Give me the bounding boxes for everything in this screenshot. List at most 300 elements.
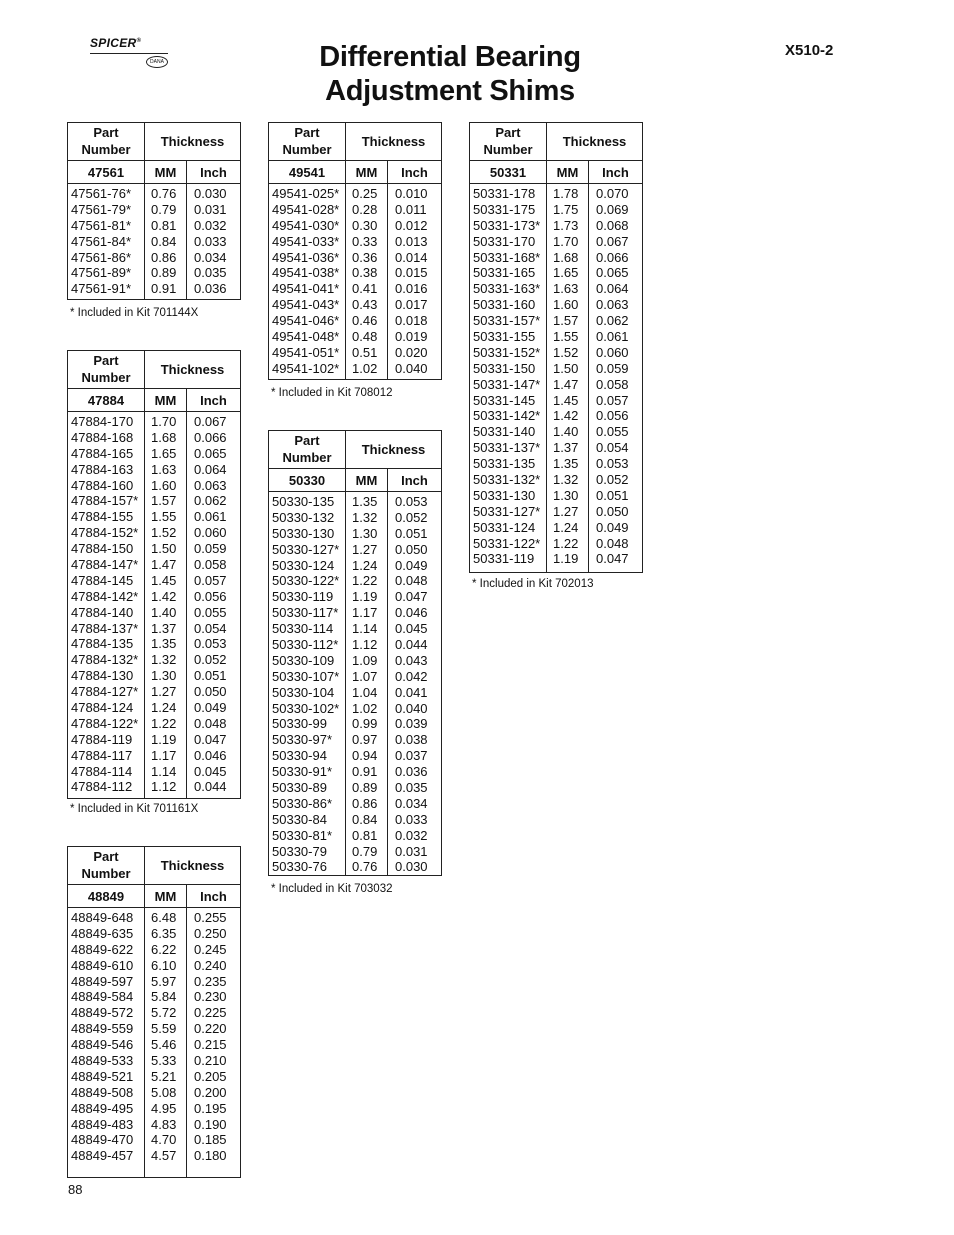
number-label: Number	[81, 142, 131, 157]
part-number-cell: 47884-114	[71, 763, 133, 779]
inch-header: Inch	[401, 164, 428, 180]
brand-name: SPICER®	[90, 36, 142, 50]
part-number-cell: 48849-635	[71, 925, 134, 941]
part-number-cell: 48849-648	[71, 910, 134, 925]
mm-cell: 1.30	[352, 525, 378, 541]
mm-cell: 1.30	[151, 668, 177, 684]
inch-cell: 0.043	[395, 652, 428, 668]
mm-cell: 0.81	[151, 217, 177, 233]
mm-cell: 1.75	[553, 201, 579, 217]
mm-header: MM	[145, 885, 187, 907]
part-number-cell: 50330-114	[272, 621, 334, 637]
part-number-cell: 47884-168	[71, 429, 134, 445]
series-number: 48849	[68, 885, 145, 907]
mm-cell: 0.38	[352, 265, 378, 281]
part-number-cell: 50330-81*	[272, 827, 332, 843]
mm-cell: 5.84	[151, 989, 177, 1005]
inch-cell: 0.250	[194, 925, 227, 941]
inch-cell: 0.069	[596, 201, 629, 217]
inch-cell: 0.051	[596, 487, 629, 503]
part-number-header	[68, 351, 145, 388]
mm-cell: 1.60	[553, 297, 579, 313]
part-number-cell: 47884-117	[71, 747, 133, 763]
mm-cell: 0.30	[352, 217, 378, 233]
inch-cell: 0.048	[395, 573, 428, 589]
inch-cell: 0.053	[596, 456, 629, 472]
mm-cell: 0.99	[352, 716, 378, 732]
part-number-column	[470, 184, 547, 572]
inch-cell: 0.030	[395, 859, 428, 875]
inch-cell: 0.059	[596, 360, 629, 376]
inch-cell: 0.044	[194, 779, 227, 795]
inch-cell: 0.031	[395, 843, 428, 859]
shim-table-48849	[67, 846, 241, 1178]
part-number-cell: 50330-130	[272, 525, 335, 541]
part-number-cell: 47884-142*	[71, 588, 139, 604]
inch-cell: 0.054	[596, 440, 629, 456]
mm-cell: 1.65	[151, 445, 177, 461]
table-subheader-row	[68, 389, 240, 412]
inch-cell: 0.064	[194, 461, 227, 477]
table-header-row	[269, 123, 441, 161]
inch-cell: 0.052	[395, 509, 428, 525]
mm-cell: 1.40	[151, 604, 177, 620]
part-number-cell: 48849-559	[71, 1021, 134, 1037]
series-number: 50331	[470, 161, 547, 183]
mm-cell: 1.27	[352, 541, 378, 557]
mm-cell: 0.51	[352, 344, 378, 360]
part-number-cell: 47561-91*	[71, 281, 131, 297]
number-label: Number	[483, 142, 533, 157]
inch-cell: 0.210	[194, 1053, 227, 1069]
inch-cell: 0.049	[194, 700, 227, 716]
part-number-cell: 47884-163	[71, 461, 134, 477]
inch-cell: 0.038	[395, 732, 428, 748]
mm-column	[346, 492, 388, 875]
thickness-header: Thickness	[160, 858, 225, 873]
inch-cell: 0.050	[194, 684, 227, 700]
part-number-cell: 48849-521	[71, 1068, 134, 1084]
mm-cell: 1.60	[151, 477, 177, 493]
inch-cell: 0.049	[395, 557, 428, 573]
part-number-cell: 50331-178	[473, 186, 536, 201]
inch-cell: 0.061	[194, 509, 227, 525]
table-subheader-row	[470, 161, 642, 184]
inch-column	[187, 908, 240, 1177]
part-number-cell: 49541-038*	[272, 265, 340, 281]
mm-cell: 1.19	[151, 731, 177, 747]
inch-column	[187, 412, 240, 798]
mm-cell: 1.30	[553, 487, 579, 503]
mm-cell: 0.25	[352, 186, 378, 201]
inch-cell: 0.060	[194, 525, 227, 541]
part-number-cell: 47884-152*	[71, 525, 139, 541]
part-number-header	[269, 123, 346, 160]
part-number-cell: 49541-041*	[272, 281, 340, 297]
mm-cell: 0.91	[151, 281, 177, 297]
part-number-header	[68, 123, 145, 160]
mm-cell: 5.21	[151, 1068, 177, 1084]
part-number-cell: 50330-89	[272, 780, 327, 796]
mm-cell: 1.24	[553, 519, 579, 535]
thickness-header: Thickness	[160, 134, 225, 149]
mm-cell: 1.22	[352, 573, 378, 589]
page-number: 88	[68, 1182, 83, 1197]
inch-cell: 0.200	[194, 1084, 227, 1100]
series-number: 50330	[269, 469, 346, 491]
mm-cell: 6.22	[151, 941, 177, 957]
shim-table-50331	[469, 122, 643, 573]
mm-cell: 4.70	[151, 1132, 177, 1148]
part-number-cell: 50330-122*	[272, 573, 340, 589]
inch-cell: 0.033	[395, 811, 428, 827]
inch-cell: 0.225	[194, 1005, 227, 1021]
part-number-cell: 50331-130	[473, 487, 536, 503]
part-number-cell: 50331-124	[473, 519, 536, 535]
part-number-cell: 47884-130	[71, 668, 134, 684]
mm-cell: 1.57	[151, 493, 177, 509]
part-number-cell: 47884-132*	[71, 652, 139, 668]
inch-cell: 0.050	[395, 541, 428, 557]
mm-cell: 1.35	[553, 456, 579, 472]
part-number-cell: 50331-127*	[473, 503, 541, 519]
inch-cell: 0.034	[395, 795, 428, 811]
part-number-cell: 48849-457	[71, 1148, 134, 1164]
mm-cell: 1.55	[553, 329, 579, 345]
inch-cell: 0.230	[194, 989, 227, 1005]
mm-cell: 1.09	[352, 652, 378, 668]
mm-cell: 1.07	[352, 668, 378, 684]
inch-cell: 0.064	[596, 281, 629, 297]
part-number-cell: 47561-76*	[71, 186, 131, 201]
part-number-cell: 50330-91*	[272, 764, 332, 780]
part-number-cell: 50330-107*	[272, 668, 340, 684]
part-label: Part	[495, 125, 521, 140]
part-number-cell: 49541-036*	[272, 249, 340, 265]
thickness-header: Thickness	[361, 442, 426, 457]
mm-cell: 1.14	[151, 763, 177, 779]
part-number-cell: 49541-046*	[272, 313, 340, 329]
mm-cell: 4.57	[151, 1148, 177, 1164]
part-number-cell: 47884-150	[71, 541, 134, 557]
mm-cell: 1.02	[352, 360, 378, 376]
part-number-cell: 50331-157*	[473, 313, 541, 329]
inch-cell: 0.180	[194, 1148, 227, 1164]
mm-cell: 0.76	[151, 186, 177, 201]
inch-cell: 0.070	[596, 186, 629, 201]
mm-header: MM	[346, 161, 388, 183]
inch-cell: 0.055	[596, 424, 629, 440]
part-number-cell: 50331-122*	[473, 535, 541, 551]
part-number-cell: 48849-622	[71, 941, 134, 957]
part-number-cell: 47561-89*	[71, 265, 131, 281]
mm-cell: 1.04	[352, 684, 378, 700]
mm-cell: 0.79	[352, 843, 378, 859]
series-number: 47561	[68, 161, 145, 183]
part-number-cell: 49541-025*	[272, 186, 340, 201]
inch-cell: 0.056	[194, 588, 227, 604]
table-header-row	[68, 123, 240, 161]
inch-cell: 0.055	[194, 604, 227, 620]
part-number-cell: 47561-84*	[71, 233, 131, 249]
part-number-cell: 50330-117*	[272, 605, 339, 621]
title-line-1: Differential Bearing	[319, 41, 581, 73]
part-number-cell: 50330-104	[272, 684, 335, 700]
part-number-cell: 50331-168*	[473, 249, 541, 265]
inch-cell: 0.051	[194, 668, 227, 684]
inch-cell: 0.045	[194, 763, 227, 779]
inch-column	[187, 184, 240, 299]
inch-cell: 0.046	[194, 747, 227, 763]
mm-cell: 1.68	[151, 429, 177, 445]
mm-header: MM	[346, 469, 388, 491]
part-label: Part	[93, 353, 119, 368]
part-number-cell: 50331-165	[473, 265, 536, 281]
shim-table-50330	[268, 430, 442, 876]
inch-cell: 0.047	[596, 551, 629, 567]
part-number-cell: 50331-152*	[473, 344, 541, 360]
number-label: Number	[81, 370, 131, 385]
part-number-cell: 49541-030*	[272, 217, 340, 233]
thickness-header: Thickness	[361, 134, 426, 149]
spicer-logo	[90, 36, 170, 74]
part-number-cell: 47884-127*	[71, 684, 139, 700]
part-number-cell: 48849-572	[71, 1005, 134, 1021]
inch-cell: 0.040	[395, 360, 428, 376]
mm-cell: 1.57	[553, 313, 579, 329]
part-number-cell: 50330-79	[272, 843, 327, 859]
table-subheader-row	[68, 885, 240, 908]
part-label: Part	[93, 125, 119, 140]
mm-cell: 1.35	[151, 636, 177, 652]
inch-cell: 0.010	[395, 186, 428, 201]
mm-cell: 1.68	[553, 249, 579, 265]
inch-cell: 0.057	[596, 392, 629, 408]
part-number-column	[68, 412, 145, 798]
mm-cell: 1.73	[553, 217, 579, 233]
inch-cell: 0.044	[395, 637, 428, 653]
mm-cell: 1.35	[352, 494, 378, 509]
table-header-row	[470, 123, 642, 161]
inch-cell: 0.033	[194, 233, 227, 249]
inch-cell: 0.240	[194, 957, 227, 973]
part-number-cell: 47884-165	[71, 445, 134, 461]
table-body	[68, 908, 240, 1177]
mm-column	[145, 184, 187, 299]
part-number-column	[68, 184, 145, 299]
mm-cell: 1.12	[352, 637, 378, 653]
mm-column	[145, 412, 187, 798]
part-label: Part	[93, 849, 119, 864]
inch-cell: 0.030	[194, 186, 227, 201]
logo-rule	[90, 53, 168, 54]
part-number-cell: 49541-033*	[272, 233, 340, 249]
part-number-cell: 50330-76	[272, 859, 327, 875]
mm-cell: 0.97	[352, 732, 378, 748]
part-number-cell: 50331-173*	[473, 217, 541, 233]
part-number-cell: 49541-102*	[272, 360, 340, 376]
mm-cell: 0.36	[352, 249, 378, 265]
mm-cell: 0.89	[352, 780, 378, 796]
inch-cell: 0.034	[194, 249, 227, 265]
mm-cell: 1.32	[352, 509, 378, 525]
mm-cell: 0.76	[352, 859, 378, 875]
mm-cell: 1.63	[151, 461, 177, 477]
mm-cell: 0.84	[352, 811, 378, 827]
mm-cell: 1.52	[151, 525, 177, 541]
part-number-cell: 47884-140	[71, 604, 134, 620]
part-number-cell: 49541-051*	[272, 344, 340, 360]
table-body	[470, 184, 642, 572]
inch-cell: 0.053	[395, 494, 428, 509]
inch-cell: 0.190	[194, 1116, 227, 1132]
inch-cell: 0.040	[395, 700, 428, 716]
mm-cell: 0.33	[352, 233, 378, 249]
inch-cell: 0.041	[395, 684, 428, 700]
inch-cell: 0.185	[194, 1132, 227, 1148]
part-number-cell: 50331-150	[473, 360, 536, 376]
mm-cell: 5.08	[151, 1084, 177, 1100]
shim-table-49541	[268, 122, 442, 380]
mm-cell: 1.19	[553, 551, 579, 567]
part-number-cell: 50330-119	[272, 589, 334, 605]
part-number-cell: 47884-170	[71, 414, 134, 429]
inch-cell: 0.062	[596, 313, 629, 329]
mm-cell: 0.94	[352, 748, 378, 764]
part-label: Part	[294, 125, 320, 140]
inch-cell: 0.031	[194, 201, 227, 217]
shim-table-47884	[67, 350, 241, 799]
mm-column	[547, 184, 589, 572]
kit-note-50330: * Included in Kit 703032	[271, 883, 393, 895]
mm-cell: 1.02	[352, 700, 378, 716]
inch-cell: 0.067	[194, 414, 227, 429]
kit-note-47884: * Included in Kit 701161X	[70, 803, 199, 815]
inch-cell: 0.014	[395, 249, 428, 265]
inch-cell: 0.053	[194, 636, 227, 652]
thickness-header: Thickness	[160, 362, 225, 377]
inch-cell: 0.045	[395, 621, 428, 637]
mm-cell: 1.19	[352, 589, 378, 605]
mm-cell: 1.22	[553, 535, 579, 551]
mm-cell: 1.24	[151, 700, 177, 716]
inch-cell: 0.051	[395, 525, 428, 541]
part-number-cell: 49541-028*	[272, 201, 340, 217]
inch-cell: 0.012	[395, 217, 428, 233]
inch-header: Inch	[602, 164, 629, 180]
table-header-row	[68, 351, 240, 389]
part-number-cell: 48849-483	[71, 1116, 134, 1132]
table-header-row	[269, 431, 441, 469]
part-number-cell: 50330-127*	[272, 541, 340, 557]
inch-cell: 0.058	[596, 376, 629, 392]
inch-cell: 0.052	[194, 652, 227, 668]
inch-cell: 0.063	[194, 477, 227, 493]
part-number-cell: 47884-160	[71, 477, 134, 493]
part-number-header	[269, 431, 346, 468]
inch-cell: 0.017	[395, 297, 428, 313]
inch-cell: 0.042	[395, 668, 428, 684]
dana-badge-icon: DANA	[146, 56, 168, 68]
inch-column	[388, 492, 441, 875]
part-number-header	[68, 847, 145, 884]
part-number-cell: 50331-142*	[473, 408, 541, 424]
table-subheader-row	[68, 161, 240, 184]
title-line-2: Adjustment Shims	[325, 75, 575, 107]
mm-cell: 1.14	[352, 621, 378, 637]
mm-cell: 0.48	[352, 329, 378, 345]
inch-cell: 0.032	[395, 827, 428, 843]
inch-cell: 0.068	[596, 217, 629, 233]
mm-cell: 1.17	[151, 747, 177, 763]
part-label: Part	[294, 433, 320, 448]
part-number-cell: 48849-546	[71, 1037, 134, 1053]
part-number-cell: 47884-157*	[71, 493, 139, 509]
inch-cell: 0.065	[194, 445, 227, 461]
mm-cell: 1.32	[151, 652, 177, 668]
part-number-cell: 50331-135	[473, 456, 536, 472]
inch-cell: 0.047	[194, 731, 227, 747]
part-number-cell: 50330-86*	[272, 795, 332, 811]
part-number-cell: 50331-155	[473, 329, 536, 345]
mm-cell: 1.22	[151, 715, 177, 731]
kit-note-49541: * Included in Kit 708012	[271, 387, 393, 399]
part-number-cell: 50330-102*	[272, 700, 340, 716]
part-number-header	[470, 123, 547, 160]
table-body	[68, 412, 240, 798]
part-number-cell: 47884-112	[71, 779, 133, 795]
table-body	[269, 492, 441, 875]
mm-cell: 0.86	[151, 249, 177, 265]
number-label: Number	[282, 450, 332, 465]
mm-cell: 1.65	[553, 265, 579, 281]
table-subheader-row	[269, 469, 441, 492]
part-number-cell: 48849-495	[71, 1100, 134, 1116]
inch-cell: 0.063	[596, 297, 629, 313]
part-number-cell: 47884-135	[71, 636, 134, 652]
inch-cell: 0.011	[395, 201, 427, 217]
mm-cell: 1.47	[151, 557, 177, 573]
mm-header: MM	[547, 161, 589, 183]
inch-cell: 0.056	[596, 408, 629, 424]
part-number-cell: 50330-132	[272, 509, 335, 525]
part-number-cell: 48849-533	[71, 1053, 134, 1069]
inch-cell: 0.035	[395, 780, 428, 796]
mm-cell: 0.91	[352, 764, 378, 780]
part-number-cell: 49541-048*	[272, 329, 340, 345]
part-number-cell: 50330-135	[272, 494, 335, 509]
mm-cell: 1.42	[553, 408, 579, 424]
inch-header: Inch	[200, 164, 227, 180]
inch-cell: 0.065	[596, 265, 629, 281]
inch-cell: 0.048	[596, 535, 629, 551]
part-number-cell: 50331-119	[473, 551, 535, 567]
series-number: 47884	[68, 389, 145, 411]
part-number-cell: 50330-94	[272, 748, 327, 764]
mm-cell: 1.47	[553, 376, 579, 392]
part-number-cell: 47561-79*	[71, 201, 131, 217]
table-subheader-row	[269, 161, 441, 184]
mm-cell: 5.33	[151, 1053, 177, 1069]
part-number-column	[269, 492, 346, 875]
inch-cell: 0.019	[395, 329, 428, 345]
mm-cell: 1.50	[553, 360, 579, 376]
shim-table-47561	[67, 122, 241, 300]
mm-cell: 0.46	[352, 313, 378, 329]
mm-cell: 0.43	[352, 297, 378, 313]
mm-cell: 1.12	[151, 779, 177, 795]
kit-note-47561: * Included in Kit 701144X	[70, 307, 199, 319]
